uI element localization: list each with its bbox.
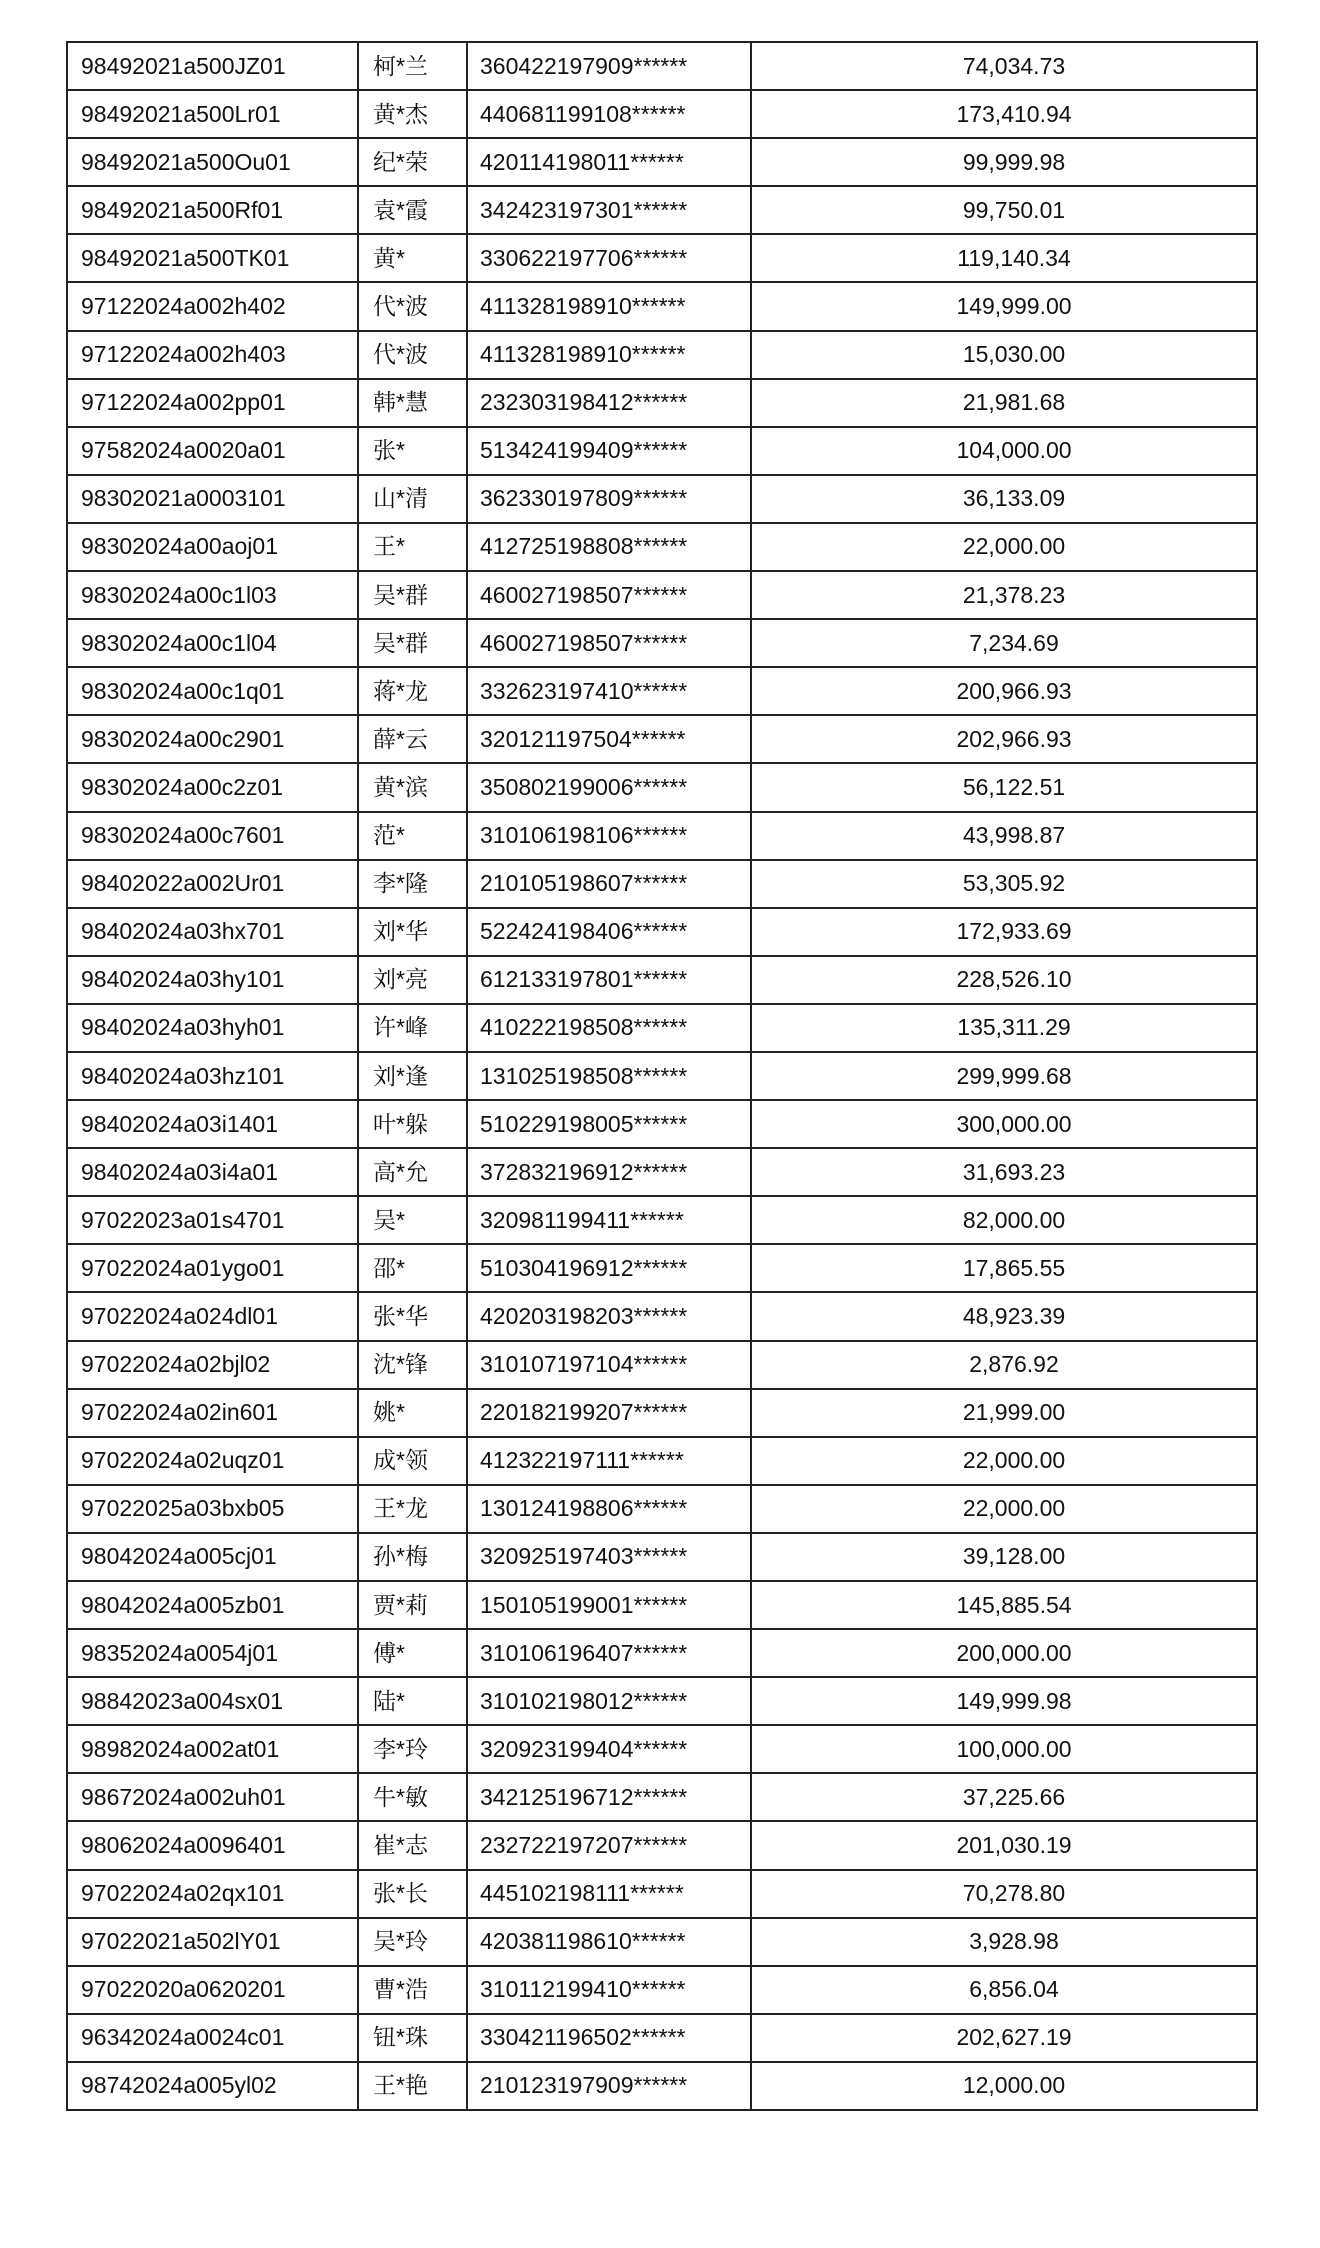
cell-id-number: 310112199410****** xyxy=(467,1966,751,2014)
cell-account-id: 98302024a00c1l03 xyxy=(67,571,358,619)
cell-account-id: 97022024a024dl01 xyxy=(67,1292,358,1340)
cell-account-id: 98842023a004sx01 xyxy=(67,1677,358,1725)
cell-account-id: 98402024a03hy101 xyxy=(67,956,358,1004)
table-row xyxy=(67,715,1257,763)
cell-amount: 135,311.29 xyxy=(751,1004,1257,1052)
cell-name: 高*允 xyxy=(358,1148,467,1196)
table-row xyxy=(67,1581,1257,1629)
table-row xyxy=(67,1196,1257,1244)
cell-id-number: 310107197104****** xyxy=(467,1341,751,1389)
cell-name: 蒋*龙 xyxy=(358,667,467,715)
cell-id-number: 412322197111****** xyxy=(467,1437,751,1485)
cell-account-id: 98302024a00c1q01 xyxy=(67,667,358,715)
cell-name: 代*波 xyxy=(358,331,467,379)
cell-id-number: 460027198507****** xyxy=(467,571,751,619)
cell-amount: 31,693.23 xyxy=(751,1148,1257,1196)
table-row xyxy=(67,1389,1257,1437)
cell-account-id: 98042024a005cj01 xyxy=(67,1533,358,1581)
cell-id-number: 310102198012****** xyxy=(467,1677,751,1725)
table-row xyxy=(67,475,1257,523)
cell-amount: 172,933.69 xyxy=(751,908,1257,956)
table-row xyxy=(67,234,1257,282)
table-row xyxy=(67,1292,1257,1340)
cell-amount: 22,000.00 xyxy=(751,1437,1257,1485)
cell-amount: 43,998.87 xyxy=(751,812,1257,860)
cell-id-number: 411328198910****** xyxy=(467,282,751,330)
cell-name: 张*长 xyxy=(358,1870,467,1918)
cell-id-number: 410222198508****** xyxy=(467,1004,751,1052)
cell-amount: 201,030.19 xyxy=(751,1821,1257,1869)
table-row xyxy=(67,1341,1257,1389)
cell-name: 陆* xyxy=(358,1677,467,1725)
cell-amount: 22,000.00 xyxy=(751,1485,1257,1533)
cell-account-id: 98492021a500JZ01 xyxy=(67,42,358,90)
table-row xyxy=(67,138,1257,186)
cell-id-number: 510229198005****** xyxy=(467,1100,751,1148)
cell-id-number: 320925197403****** xyxy=(467,1533,751,1581)
cell-amount: 145,885.54 xyxy=(751,1581,1257,1629)
cell-name: 贾*莉 xyxy=(358,1581,467,1629)
cell-name: 黄*杰 xyxy=(358,90,467,138)
table-row xyxy=(67,379,1257,427)
cell-id-number: 342423197301****** xyxy=(467,186,751,234)
cell-amount: 202,966.93 xyxy=(751,715,1257,763)
cell-account-id: 98492021a500Ou01 xyxy=(67,138,358,186)
cell-name: 刘*亮 xyxy=(358,956,467,1004)
cell-account-id: 98402022a002Ur01 xyxy=(67,860,358,908)
cell-name: 韩*慧 xyxy=(358,379,467,427)
cell-name: 沈*锋 xyxy=(358,1341,467,1389)
cell-account-id: 98302024a00c7601 xyxy=(67,812,358,860)
table-row xyxy=(67,1870,1257,1918)
cell-amount: 36,133.09 xyxy=(751,475,1257,523)
cell-amount: 119,140.34 xyxy=(751,234,1257,282)
table-row xyxy=(67,1100,1257,1148)
cell-account-id: 97022020a0620201 xyxy=(67,1966,358,2014)
table-row xyxy=(67,1004,1257,1052)
cell-name: 吴*群 xyxy=(358,619,467,667)
cell-amount: 7,234.69 xyxy=(751,619,1257,667)
cell-account-id: 97122024a002pp01 xyxy=(67,379,358,427)
table-row xyxy=(67,1629,1257,1677)
cell-amount: 21,999.00 xyxy=(751,1389,1257,1437)
cell-account-id: 97022021a502lY01 xyxy=(67,1918,358,1966)
cell-id-number: 510304196912****** xyxy=(467,1244,751,1292)
cell-amount: 2,876.92 xyxy=(751,1341,1257,1389)
table-row xyxy=(67,427,1257,475)
cell-name: 黄* xyxy=(358,234,467,282)
table-row xyxy=(67,90,1257,138)
table-row xyxy=(67,1148,1257,1196)
cell-name: 纪*荣 xyxy=(358,138,467,186)
cell-id-number: 330622197706****** xyxy=(467,234,751,282)
cell-name: 傅* xyxy=(358,1629,467,1677)
cell-name: 刘*逢 xyxy=(358,1052,467,1100)
cell-name: 牛*敏 xyxy=(358,1773,467,1821)
table-row xyxy=(67,42,1257,90)
table-row xyxy=(67,763,1257,811)
table-row xyxy=(67,186,1257,234)
cell-id-number: 310106198106****** xyxy=(467,812,751,860)
cell-account-id: 97022024a01ygo01 xyxy=(67,1244,358,1292)
cell-amount: 74,034.73 xyxy=(751,42,1257,90)
cell-account-id: 98302024a00c2901 xyxy=(67,715,358,763)
table-row xyxy=(67,1821,1257,1869)
cell-name: 张* xyxy=(358,427,467,475)
cell-id-number: 445102198111****** xyxy=(467,1870,751,1918)
data-table xyxy=(66,41,1258,2111)
table-row xyxy=(67,2014,1257,2062)
cell-id-number: 330421196502****** xyxy=(467,2014,751,2062)
cell-amount: 70,278.80 xyxy=(751,1870,1257,1918)
cell-amount: 39,128.00 xyxy=(751,1533,1257,1581)
table-row xyxy=(67,860,1257,908)
cell-amount: 200,966.93 xyxy=(751,667,1257,715)
cell-amount: 56,122.51 xyxy=(751,763,1257,811)
cell-id-number: 420114198011****** xyxy=(467,138,751,186)
cell-name: 李*玲 xyxy=(358,1725,467,1773)
cell-id-number: 320981199411****** xyxy=(467,1196,751,1244)
table-row xyxy=(67,667,1257,715)
cell-account-id: 97022024a02uqz01 xyxy=(67,1437,358,1485)
cell-id-number: 420381198610****** xyxy=(467,1918,751,1966)
cell-name: 王* xyxy=(358,523,467,571)
table-row xyxy=(67,619,1257,667)
cell-account-id: 98402024a03hz101 xyxy=(67,1052,358,1100)
cell-id-number: 411328198910****** xyxy=(467,331,751,379)
cell-account-id: 97022023a01s4701 xyxy=(67,1196,358,1244)
cell-account-id: 97022024a02bjl02 xyxy=(67,1341,358,1389)
cell-id-number: 360422197909****** xyxy=(467,42,751,90)
table-row xyxy=(67,1677,1257,1725)
cell-id-number: 332623197410****** xyxy=(467,667,751,715)
table-row xyxy=(67,2062,1257,2110)
cell-account-id: 98302024a00c1l04 xyxy=(67,619,358,667)
cell-name: 邵* xyxy=(358,1244,467,1292)
table-row xyxy=(67,908,1257,956)
cell-name: 王*龙 xyxy=(358,1485,467,1533)
cell-account-id: 98742024a005yl02 xyxy=(67,2062,358,2110)
cell-name: 孙*梅 xyxy=(358,1533,467,1581)
cell-name: 成*领 xyxy=(358,1437,467,1485)
cell-amount: 22,000.00 xyxy=(751,523,1257,571)
cell-id-number: 320923199404****** xyxy=(467,1725,751,1773)
cell-name: 吴* xyxy=(358,1196,467,1244)
cell-account-id: 97022024a02in601 xyxy=(67,1389,358,1437)
cell-id-number: 362330197809****** xyxy=(467,475,751,523)
cell-amount: 3,928.98 xyxy=(751,1918,1257,1966)
cell-account-id: 97122024a002h402 xyxy=(67,282,358,330)
table-row xyxy=(67,812,1257,860)
cell-id-number: 412725198808****** xyxy=(467,523,751,571)
cell-name: 吴*玲 xyxy=(358,1918,467,1966)
cell-amount: 228,526.10 xyxy=(751,956,1257,1004)
cell-id-number: 220182199207****** xyxy=(467,1389,751,1437)
cell-amount: 6,856.04 xyxy=(751,1966,1257,2014)
cell-account-id: 97022024a02qx101 xyxy=(67,1870,358,1918)
cell-account-id: 98402024a03i4a01 xyxy=(67,1148,358,1196)
table-row xyxy=(67,1533,1257,1581)
cell-account-id: 98672024a002uh01 xyxy=(67,1773,358,1821)
cell-name: 姚* xyxy=(358,1389,467,1437)
cell-account-id: 97582024a0020a01 xyxy=(67,427,358,475)
cell-id-number: 232303198412****** xyxy=(467,379,751,427)
cell-name: 范* xyxy=(358,812,467,860)
cell-name: 王*艳 xyxy=(358,2062,467,2110)
cell-amount: 12,000.00 xyxy=(751,2062,1257,2110)
cell-name: 薛*云 xyxy=(358,715,467,763)
cell-name: 山*清 xyxy=(358,475,467,523)
cell-amount: 21,378.23 xyxy=(751,571,1257,619)
table-row xyxy=(67,1244,1257,1292)
cell-amount: 99,999.98 xyxy=(751,138,1257,186)
cell-account-id: 98492021a500TK01 xyxy=(67,234,358,282)
cell-amount: 100,000.00 xyxy=(751,1725,1257,1773)
cell-name: 刘*华 xyxy=(358,908,467,956)
cell-account-id: 97022025a03bxb05 xyxy=(67,1485,358,1533)
cell-name: 张*华 xyxy=(358,1292,467,1340)
cell-account-id: 98302021a0003101 xyxy=(67,475,358,523)
cell-amount: 104,000.00 xyxy=(751,427,1257,475)
cell-amount: 202,627.19 xyxy=(751,2014,1257,2062)
table-row xyxy=(67,523,1257,571)
cell-amount: 48,923.39 xyxy=(751,1292,1257,1340)
cell-amount: 37,225.66 xyxy=(751,1773,1257,1821)
cell-id-number: 372832196912****** xyxy=(467,1148,751,1196)
cell-id-number: 210123197909****** xyxy=(467,2062,751,2110)
cell-amount: 173,410.94 xyxy=(751,90,1257,138)
cell-amount: 299,999.68 xyxy=(751,1052,1257,1100)
cell-name: 曹*浩 xyxy=(358,1966,467,2014)
cell-id-number: 522424198406****** xyxy=(467,908,751,956)
table-body xyxy=(67,42,1257,2110)
cell-name: 吴*群 xyxy=(358,571,467,619)
table-row xyxy=(67,571,1257,619)
table-row xyxy=(67,282,1257,330)
cell-account-id: 98352024a0054j01 xyxy=(67,1629,358,1677)
cell-id-number: 320121197504****** xyxy=(467,715,751,763)
cell-id-number: 420203198203****** xyxy=(467,1292,751,1340)
cell-name: 崔*志 xyxy=(358,1821,467,1869)
table-row xyxy=(67,956,1257,1004)
table-row xyxy=(67,331,1257,379)
cell-name: 许*峰 xyxy=(358,1004,467,1052)
cell-account-id: 98982024a002at01 xyxy=(67,1725,358,1773)
cell-id-number: 342125196712****** xyxy=(467,1773,751,1821)
table-row xyxy=(67,1966,1257,2014)
cell-amount: 21,981.68 xyxy=(751,379,1257,427)
cell-id-number: 460027198507****** xyxy=(467,619,751,667)
cell-account-id: 96342024a0024c01 xyxy=(67,2014,358,2062)
cell-id-number: 440681199108****** xyxy=(467,90,751,138)
cell-account-id: 98402024a03hyh01 xyxy=(67,1004,358,1052)
table-row xyxy=(67,1918,1257,1966)
cell-name: 袁*霞 xyxy=(358,186,467,234)
cell-amount: 17,865.55 xyxy=(751,1244,1257,1292)
cell-name: 黄*滨 xyxy=(358,763,467,811)
cell-name: 钮*珠 xyxy=(358,2014,467,2062)
cell-name: 李*隆 xyxy=(358,860,467,908)
cell-account-id: 97122024a002h403 xyxy=(67,331,358,379)
cell-id-number: 310106196407****** xyxy=(467,1629,751,1677)
cell-id-number: 612133197801****** xyxy=(467,956,751,1004)
cell-account-id: 98302024a00c2z01 xyxy=(67,763,358,811)
cell-amount: 82,000.00 xyxy=(751,1196,1257,1244)
cell-name: 柯*兰 xyxy=(358,42,467,90)
table-row xyxy=(67,1052,1257,1100)
cell-name: 叶*躲 xyxy=(358,1100,467,1148)
cell-account-id: 98492021a500Rf01 xyxy=(67,186,358,234)
cell-account-id: 98402024a03i1401 xyxy=(67,1100,358,1148)
cell-id-number: 150105199001****** xyxy=(467,1581,751,1629)
cell-id-number: 232722197207****** xyxy=(467,1821,751,1869)
cell-account-id: 98062024a0096401 xyxy=(67,1821,358,1869)
table-row xyxy=(67,1773,1257,1821)
cell-amount: 149,999.98 xyxy=(751,1677,1257,1725)
cell-amount: 53,305.92 xyxy=(751,860,1257,908)
cell-amount: 99,750.01 xyxy=(751,186,1257,234)
data-table-container xyxy=(66,41,1256,2111)
cell-id-number: 130124198806****** xyxy=(467,1485,751,1533)
cell-id-number: 513424199409****** xyxy=(467,427,751,475)
cell-id-number: 350802199006****** xyxy=(467,763,751,811)
cell-id-number: 131025198508****** xyxy=(467,1052,751,1100)
cell-amount: 200,000.00 xyxy=(751,1629,1257,1677)
cell-name: 代*波 xyxy=(358,282,467,330)
table-row xyxy=(67,1485,1257,1533)
cell-account-id: 98042024a005zb01 xyxy=(67,1581,358,1629)
cell-account-id: 98302024a00aoj01 xyxy=(67,523,358,571)
cell-amount: 15,030.00 xyxy=(751,331,1257,379)
table-row xyxy=(67,1437,1257,1485)
cell-id-number: 210105198607****** xyxy=(467,860,751,908)
table-row xyxy=(67,1725,1257,1773)
cell-amount: 149,999.00 xyxy=(751,282,1257,330)
cell-account-id: 98402024a03hx701 xyxy=(67,908,358,956)
cell-account-id: 98492021a500Lr01 xyxy=(67,90,358,138)
cell-amount: 300,000.00 xyxy=(751,1100,1257,1148)
